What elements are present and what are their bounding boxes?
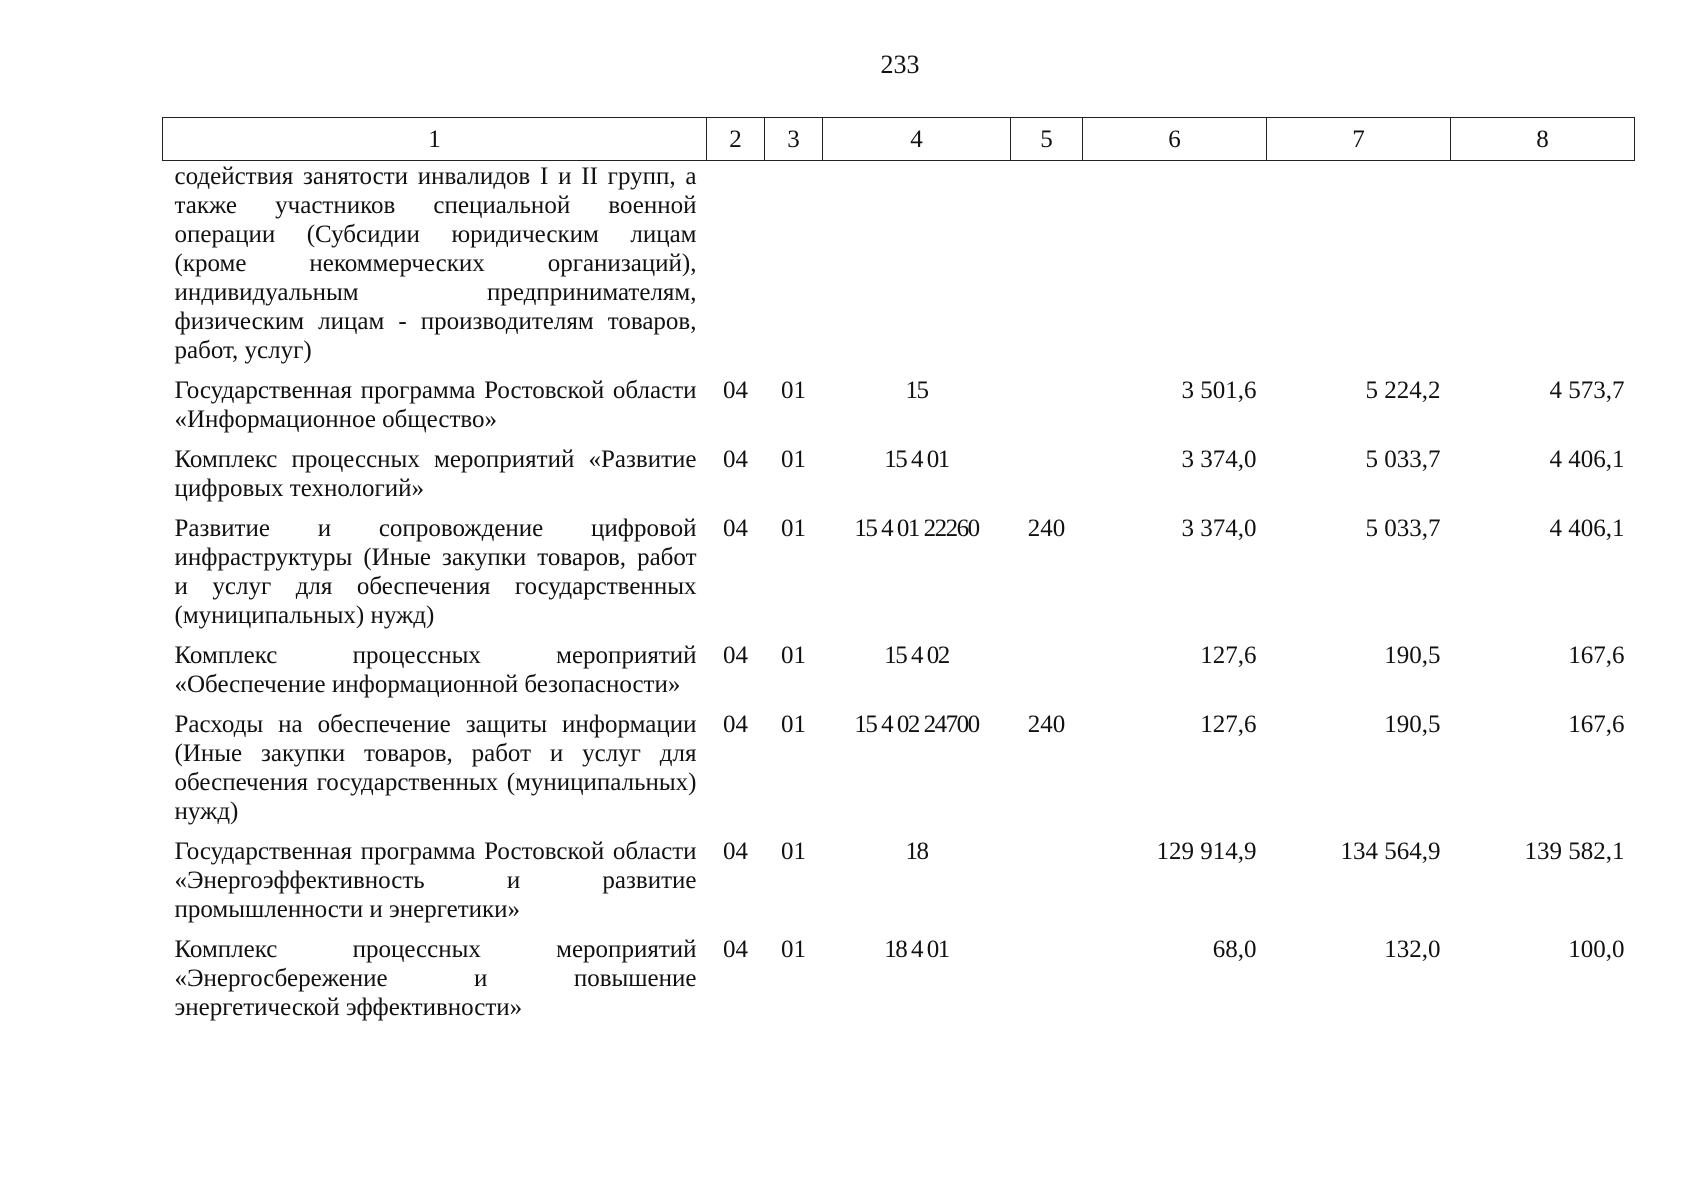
cell-amount-6: 3 501,6 xyxy=(1181,377,1257,404)
row-description: Комплекс процессных мероприятий «Обеспечение информационной безопасности» xyxy=(174,642,697,698)
cell-section: 04 xyxy=(723,446,748,473)
cell-amount-6 xyxy=(1083,161,1267,377)
table-row xyxy=(163,641,1635,710)
budget-table xyxy=(162,117,1635,1033)
cell-expense-type xyxy=(1011,837,1083,935)
cell-subsection: 01 xyxy=(781,446,806,473)
cell-section: 04 xyxy=(723,838,748,865)
cell-target-article: 15 4 02 xyxy=(884,642,949,669)
cell-subsection: 01 xyxy=(781,838,806,865)
cell-amount-7: 134 564,9 xyxy=(1340,838,1441,865)
table-row xyxy=(163,161,1635,377)
cell-expense-type xyxy=(1011,161,1083,377)
table-row xyxy=(163,935,1635,1033)
cell-subsection xyxy=(765,161,823,377)
column-header-3: 3 xyxy=(765,118,823,161)
cell-section: 04 xyxy=(723,515,748,542)
page-number: 233 xyxy=(880,50,920,79)
cell-target-article: 15 xyxy=(905,377,928,404)
cell-amount-7: 190,5 xyxy=(1384,642,1441,669)
table-row xyxy=(163,445,1635,514)
cell-amount-8: 4 573,7 xyxy=(1549,377,1625,404)
cell-expense-type xyxy=(1011,445,1083,514)
cell-amount-7: 5 033,7 xyxy=(1365,446,1441,473)
cell-amount-8: 167,6 xyxy=(1568,642,1625,669)
cell-section xyxy=(707,161,765,377)
cell-expense-type xyxy=(1011,641,1083,710)
cell-subsection: 01 xyxy=(781,936,806,963)
row-description: Расходы на обеспечение защиты информации (Иные закупки товаров, работ и услуг для обеспечения государственных (муниципальных) нужд) xyxy=(174,711,697,825)
cell-amount-7: 190,5 xyxy=(1384,711,1441,738)
table-row xyxy=(163,514,1635,641)
cell-amount-6: 127,6 xyxy=(1200,711,1257,738)
cell-section: 04 xyxy=(723,642,748,669)
cell-amount-7 xyxy=(1267,161,1451,377)
column-header-7: 7 xyxy=(1267,118,1451,161)
cell-target-article: 18 xyxy=(905,838,928,865)
cell-amount-7: 5 224,2 xyxy=(1365,377,1441,404)
cell-target-article: 15 4 01 xyxy=(884,446,949,473)
cell-amount-6: 3 374,0 xyxy=(1181,515,1257,542)
table-body xyxy=(163,161,1635,1034)
row-description: содействия занятости инвалидов I и II групп, а также участников специальной военной операции (Субсидии юридическим лицам (кроме некоммерческих организаций), индивидуальным предпринимателям, физическим лицам - производителям товаров, работ, услуг) xyxy=(174,163,697,364)
cell-amount-6: 129 914,9 xyxy=(1156,838,1257,865)
column-header-1: 1 xyxy=(163,118,707,161)
cell-subsection: 01 xyxy=(781,711,806,738)
cell-amount-8: 100,0 xyxy=(1568,936,1625,963)
table-row xyxy=(163,710,1635,837)
row-description: Государственная программа Ростовской области «Энергоэффективность и развитие промышленности и энергетики» xyxy=(174,838,697,923)
cell-subsection: 01 xyxy=(781,377,806,404)
column-header-6: 6 xyxy=(1083,118,1267,161)
cell-expense-type xyxy=(1011,376,1083,445)
column-header-2: 2 xyxy=(707,118,765,161)
cell-subsection: 01 xyxy=(781,515,806,542)
cell-expense-type: 240 xyxy=(1027,711,1066,738)
cell-amount-8: 139 582,1 xyxy=(1524,838,1625,865)
header-row xyxy=(163,118,1635,161)
cell-amount-7: 132,0 xyxy=(1384,936,1441,963)
column-header-5: 5 xyxy=(1011,118,1083,161)
cell-expense-type xyxy=(1011,935,1083,1033)
column-header-4: 4 xyxy=(823,118,1011,161)
cell-target-article xyxy=(823,161,1011,377)
table-row xyxy=(163,837,1635,935)
cell-amount-8 xyxy=(1451,161,1635,377)
cell-target-article: 15 4 01 22260 xyxy=(854,515,979,542)
cell-subsection: 01 xyxy=(781,642,806,669)
cell-section: 04 xyxy=(723,936,748,963)
table-row xyxy=(163,376,1635,445)
row-description: Развитие и сопровождение цифровой инфраструктуры (Иные закупки товаров, работ и услуг для обеспечения государственных (муниципальных) нужд) xyxy=(174,515,697,629)
cell-amount-6: 3 374,0 xyxy=(1181,446,1257,473)
row-description: Государственная программа Ростовской области «Информационное общество» xyxy=(174,377,697,433)
cell-amount-6: 68,0 xyxy=(1212,936,1257,963)
row-description: Комплекс процессных мероприятий «Развитие цифровых технологий» xyxy=(174,446,697,502)
cell-amount-6: 127,6 xyxy=(1200,642,1257,669)
cell-amount-8: 167,6 xyxy=(1568,711,1625,738)
cell-amount-8: 4 406,1 xyxy=(1549,446,1625,473)
cell-amount-7: 5 033,7 xyxy=(1365,515,1441,542)
cell-amount-8: 4 406,1 xyxy=(1549,515,1625,542)
column-header-8: 8 xyxy=(1451,118,1635,161)
cell-target-article: 15 4 02 24700 xyxy=(854,711,979,738)
cell-expense-type: 240 xyxy=(1027,515,1066,542)
cell-section: 04 xyxy=(723,377,748,404)
table-header xyxy=(163,118,1635,161)
cell-target-article: 18 4 01 xyxy=(884,936,949,963)
cell-section: 04 xyxy=(723,711,748,738)
row-description: Комплекс процессных мероприятий «Энергосбережение и повышение энергетической эффективности» xyxy=(174,936,697,1021)
